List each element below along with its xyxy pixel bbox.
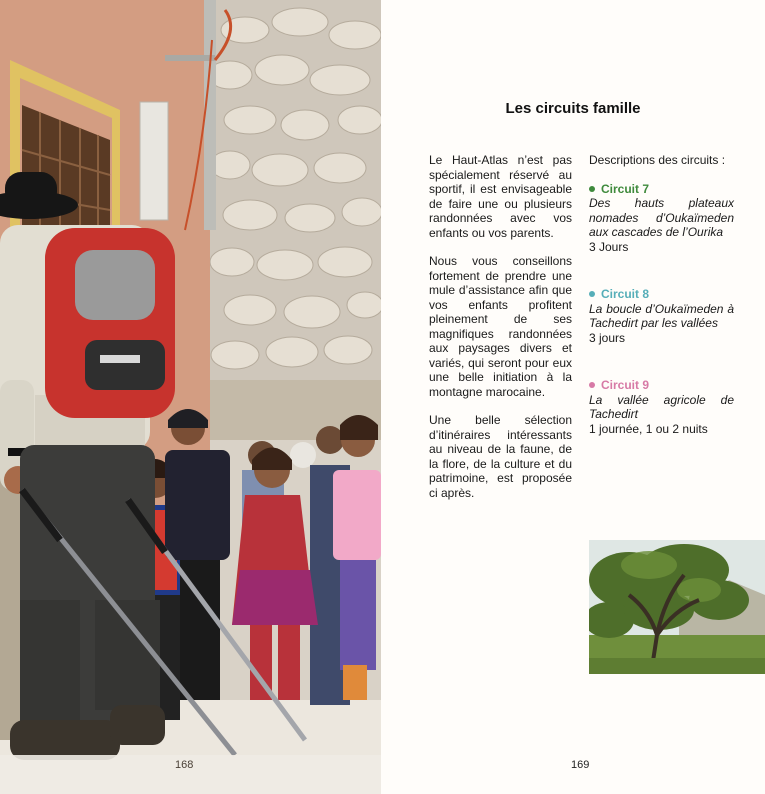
circuit-9 — [589, 378, 734, 436]
circuit-7-name: Circuit 7 — [601, 181, 650, 196]
intro-paragraph-3: Une belle sélection d’itinéraires intéressants au niveau de la faune, de la flore, de la culture et du patrimoine, est proposée ci après. — [429, 413, 572, 500]
circuit-8 — [589, 287, 734, 345]
right-page — [381, 0, 765, 794]
intro-paragraph-1: Le Haut-Atlas n’est pas spécialement réservé au sportif, il est envisageable de faire une ou plusieurs randonnées avec vos enfants ou vos parents. — [429, 153, 572, 240]
circuit-9-name: Circuit 9 — [601, 378, 650, 392]
page-number-right: 169 — [571, 759, 590, 771]
circuit-7-bullet — [589, 186, 595, 192]
circuits-intro: Descriptions des circuits : — [589, 153, 726, 167]
circuit-7-duration: 3 Jours — [589, 239, 629, 254]
circuits-column — [589, 153, 734, 469]
circuit-8-description: La boucle d’Oukaïmeden à Tachedirt par les vallées — [589, 301, 734, 330]
circuit-7 — [589, 182, 734, 255]
circuit-9-bullet — [589, 382, 595, 388]
page-number-left: 168 — [175, 759, 194, 771]
intro-paragraph-2: Nous vous conseillons fortement de prendre une mule d’assistance afin que vos enfants profitent pleinement de ses magnifiques randonnées aux paysages divers et variés, qui seront pour eux une belle initiation à la montagne marocaine. — [429, 254, 572, 399]
page-title: Les circuits famille — [505, 100, 641, 117]
circuit-9-description: La vallée agricole de Tachedirt — [589, 392, 734, 421]
circuit-7-description: Des hauts plateaux nomades d’Oukaïmeden aux cascades de l’Ourika — [589, 196, 734, 239]
circuit-8-duration: 3 jours — [589, 330, 626, 345]
circuit-8-name: Circuit 8 — [601, 287, 650, 301]
circuit-9-duration: 1 journée, 1 ou 2 nuits — [589, 421, 708, 436]
intro-column — [429, 153, 572, 514]
tree-landscape-photo — [589, 540, 765, 674]
circuit-8-bullet — [589, 291, 595, 297]
left-page — [0, 0, 381, 794]
hiker-children-photo — [0, 0, 381, 794]
